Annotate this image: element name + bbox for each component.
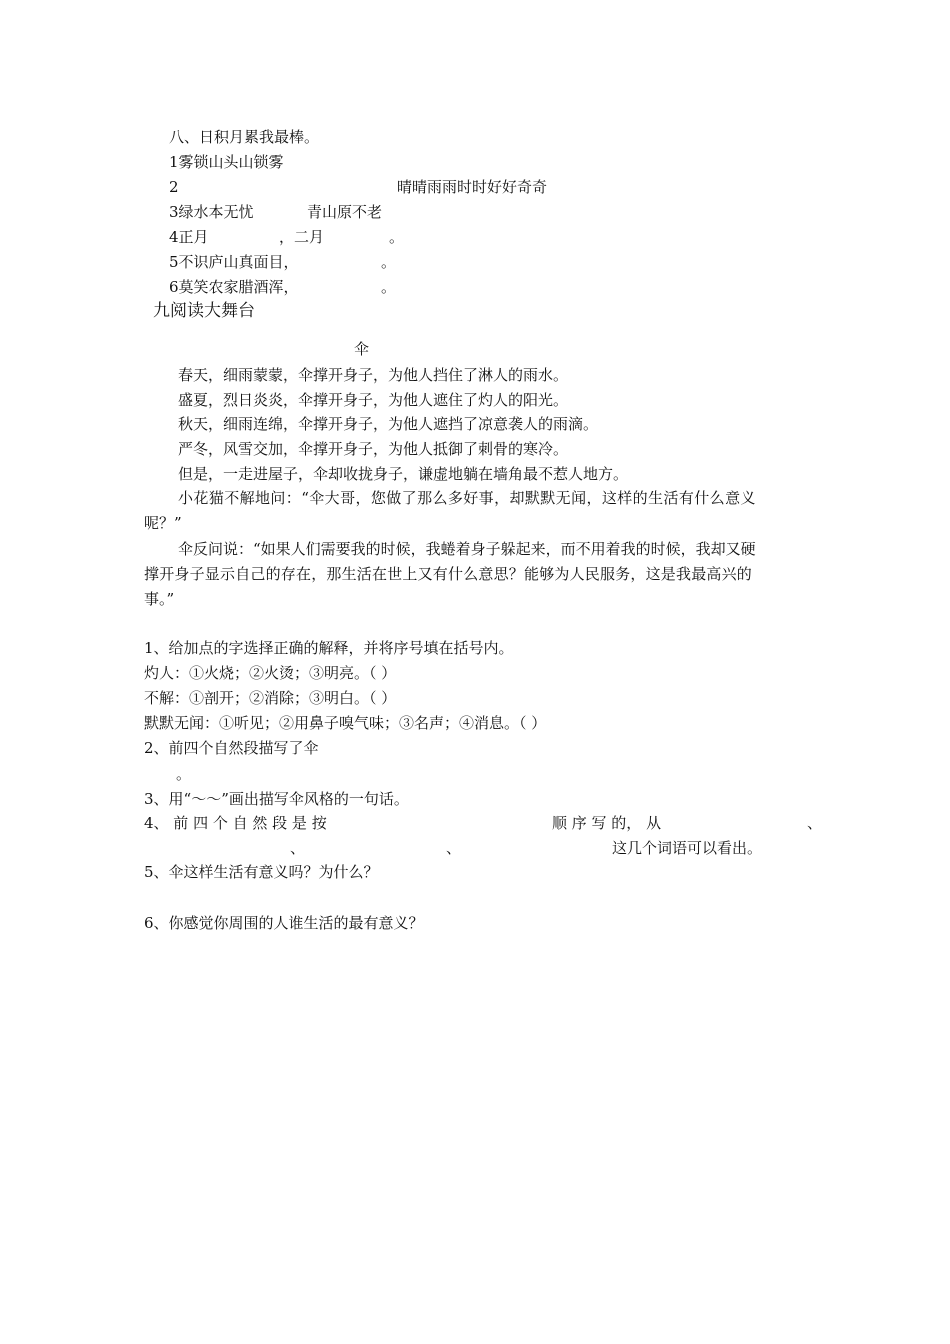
- question-4-text-b: 顺 序 写 的， 从: [552, 814, 662, 832]
- story-paragraph-3: 秋天，细雨连绵，伞撑开身子，为他人遮挡了凉意袭人的雨滴。: [178, 415, 599, 433]
- item-text-a: 绿水本无忧: [178, 203, 254, 221]
- question-6: 6、你感觉你周围的人谁生活的最有意义？: [144, 914, 424, 932]
- item-text-b: 。: [381, 278, 397, 296]
- story-paragraph-umbrella-line-1: 伞反问说：“如果人们需要我的时候，我蜷着身子躲起来，而不用着我的时候，我却又硬: [178, 540, 756, 558]
- idiom-item-1: [169, 152, 284, 172]
- item-text-b: ，二月: [279, 228, 325, 246]
- question-4-comma-2: 、: [290, 839, 306, 857]
- item-text-b: 。: [381, 253, 397, 271]
- item-number: 6: [169, 278, 179, 296]
- item-text-a: 正月: [178, 228, 209, 246]
- item-number: 4: [169, 228, 179, 246]
- idiom-item-6: [169, 277, 429, 297]
- idiom-item-4: [169, 227, 429, 247]
- question-4-comma-3: 、: [446, 839, 462, 857]
- story-paragraph-umbrella-line-3: 事。”: [144, 590, 175, 608]
- idiom-item-3: [169, 202, 429, 222]
- section-8-title: 八、日积月累我最棒。: [169, 128, 320, 146]
- story-paragraph-1: 春天，细雨蒙蒙，伞撑开身子，为他人挡住了淋人的雨水。: [178, 366, 569, 384]
- story-paragraph-umbrella-line-2: 撑开身子显示自己的存在，那生活在世上又有什么意思？能够为人民服务，这是我最高兴的: [144, 565, 753, 583]
- question-4-line-1: [144, 813, 824, 833]
- question-1c: 默默无闻：①听见；②用鼻子嗅气味；③名声；④消息。（ ）: [144, 714, 547, 732]
- story-paragraph-cat-line-1: 小花猫不解地问：“伞大哥，您做了那么多好事，却默默无闻，这样的生活有什么意义: [178, 489, 756, 507]
- question-1: 1、给加点的字选择正确的解释，并将序号填在括号内。: [144, 639, 514, 657]
- story-title: 伞: [354, 340, 370, 358]
- question-2: 2、前四个自然段描写了伞: [144, 739, 319, 757]
- item-number: 1: [169, 153, 179, 171]
- question-4-text-a: 4、 前 四 个 自 然 段 是 按: [144, 814, 327, 832]
- question-4-text-f: 这几个词语可以看出。: [612, 839, 763, 857]
- idiom-item-5: [169, 252, 429, 272]
- item-text-b: 青山原不老: [307, 203, 383, 221]
- story-paragraph-cat-line-2: 呢？”: [144, 514, 182, 532]
- question-2-blank-end: 。: [176, 765, 192, 783]
- question-3: 3、用“～～”画出描写伞风格的一句话。: [144, 790, 409, 808]
- question-1a: 灼人：①火烧；②火烫；③明亮。（ ）: [144, 664, 397, 682]
- story-paragraph-2: 盛夏，烈日炎炎，伞撑开身子，为他人遮住了灼人的阳光。: [178, 391, 569, 409]
- story-paragraph-5: 但是，一走进屋子，伞却收拢身子，谦虚地躺在墙角最不惹人地方。: [178, 465, 629, 483]
- story-paragraph-4: 严冬，风雪交加，伞撑开身子，为他人抵御了刺骨的寒冷。: [178, 440, 569, 458]
- item-text-c: 。: [389, 228, 405, 246]
- item-text: 雾锁山头山锁雾: [178, 153, 284, 171]
- item-number: 3: [169, 203, 179, 221]
- question-4-comma-1: 、: [807, 814, 823, 832]
- question-1b: 不解：①剖开；②消除；③明白。（ ）: [144, 689, 397, 707]
- item-text-a: 不识庐山真面目，: [178, 253, 299, 271]
- item-text: 晴晴雨雨时时好好奇奇: [397, 178, 548, 196]
- item-text-a: 莫笑农家腊酒浑，: [178, 278, 299, 296]
- idiom-item-2: [169, 177, 589, 197]
- section-9-title: 九阅读大舞台: [153, 301, 255, 321]
- question-5: 5、伞这样生活有意义吗？为什么？: [144, 863, 379, 881]
- item-number: 2: [169, 178, 179, 196]
- item-number: 5: [169, 253, 179, 271]
